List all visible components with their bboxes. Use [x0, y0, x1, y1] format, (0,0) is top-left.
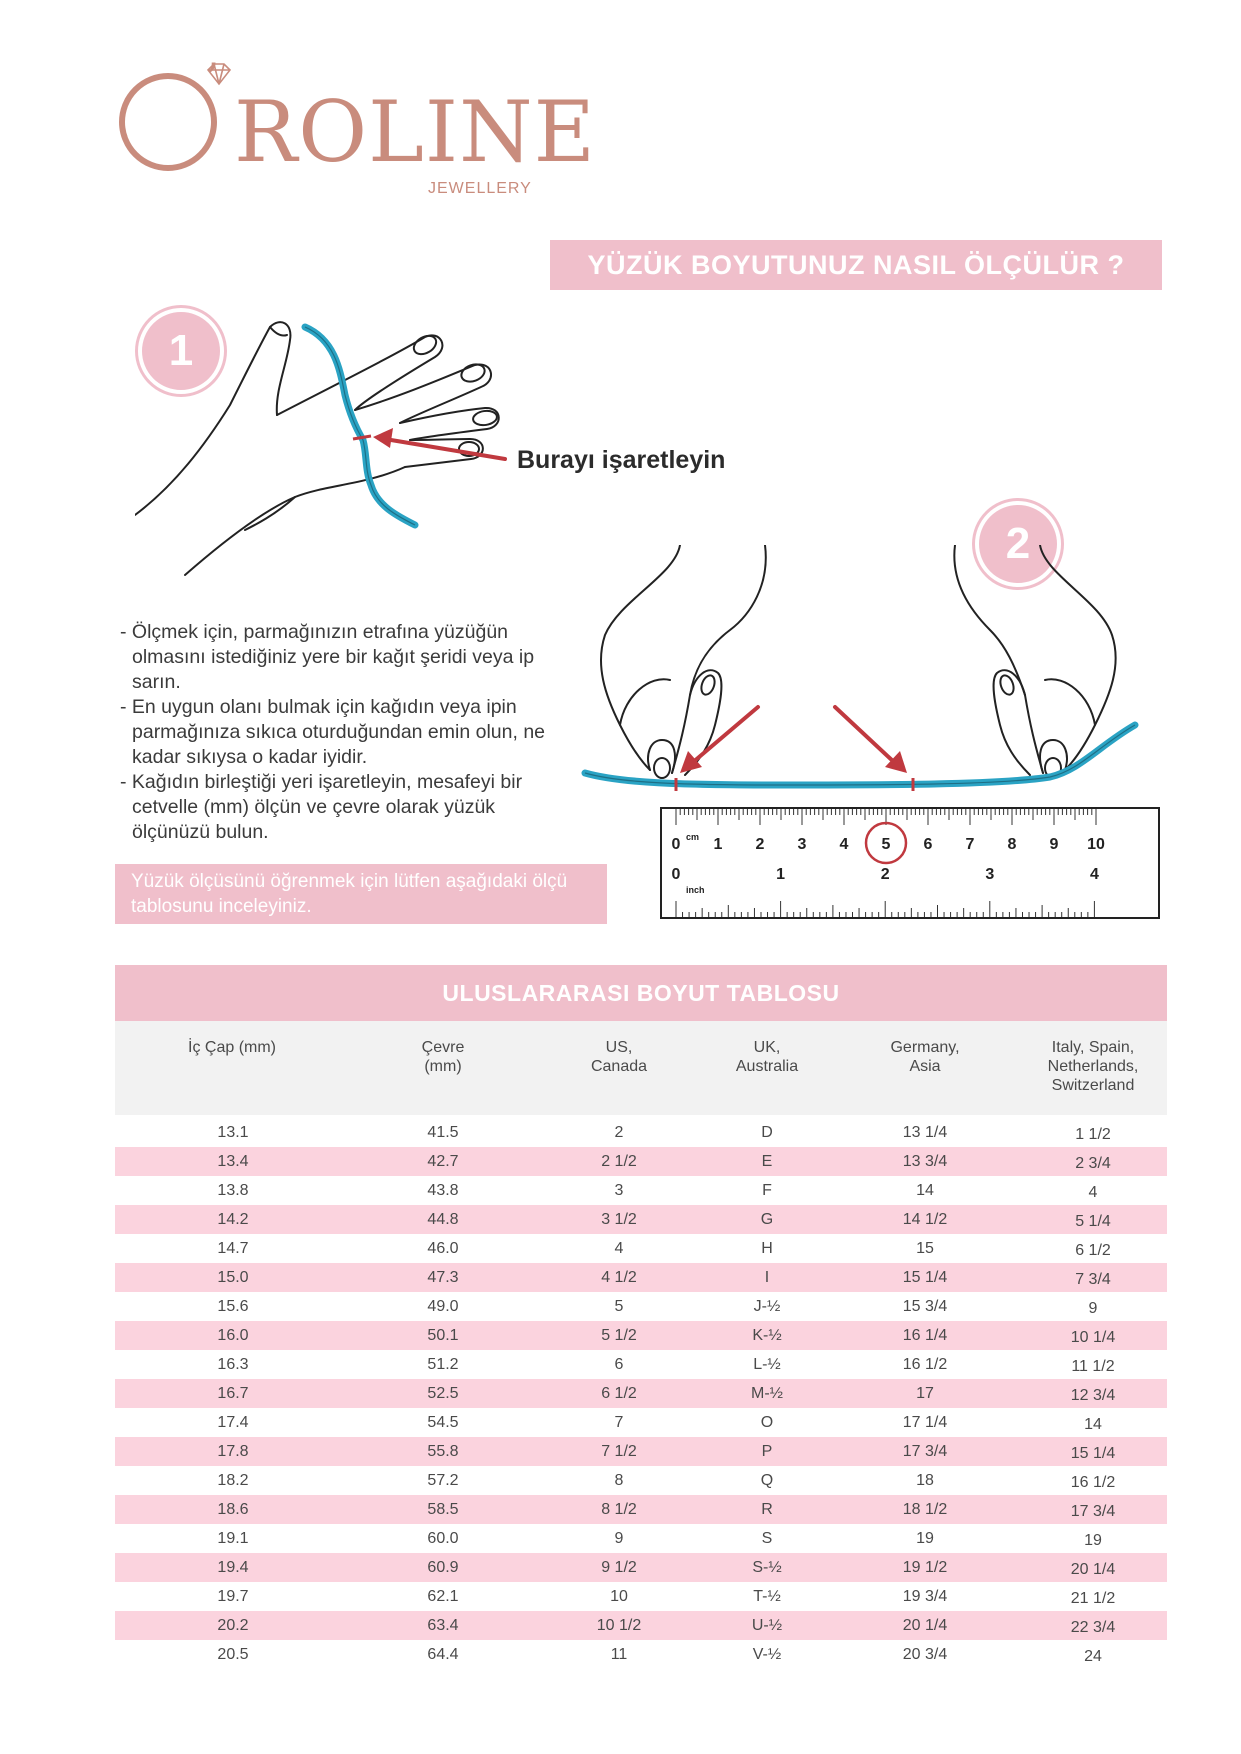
- table-row: [115, 1263, 1167, 1292]
- table-row: [115, 1147, 1167, 1176]
- hands-measure-illustration: [580, 545, 1140, 805]
- cell-circumference: 60.9: [427, 1558, 459, 1576]
- cell-uk-australia: K-½: [752, 1326, 782, 1344]
- cell-inner-diameter: 13.8: [217, 1181, 249, 1199]
- cell-circumference: 47.3: [427, 1268, 459, 1286]
- table-row: [115, 1176, 1167, 1205]
- cell-italy-spain: 10 1/4: [1070, 1328, 1116, 1346]
- cell-us-canada: 5: [614, 1297, 624, 1315]
- cell-uk-australia: O: [760, 1413, 774, 1431]
- table-row: [115, 1640, 1167, 1669]
- cell-inner-diameter: 20.2: [217, 1616, 249, 1634]
- cell-inner-diameter: 15.0: [217, 1268, 249, 1286]
- cell-germany-asia: 15 3/4: [902, 1297, 948, 1315]
- ruler-cm-label: 5: [881, 836, 891, 853]
- cell-uk-australia: M-½: [751, 1384, 783, 1402]
- cell-inner-diameter: 19.1: [217, 1529, 249, 1547]
- instructions: [120, 620, 570, 845]
- table-row: [115, 1205, 1167, 1234]
- cell-us-canada: 4 1/2: [601, 1268, 637, 1286]
- cell-germany-asia: 14 1/2: [902, 1210, 948, 1228]
- cell-us-canada: 3: [614, 1181, 624, 1199]
- cell-germany-asia: 17: [916, 1384, 934, 1402]
- cell-inner-diameter: 18.6: [217, 1500, 249, 1518]
- cell-germany-asia: 19: [916, 1529, 934, 1547]
- cell-inner-diameter: 16.0: [217, 1326, 249, 1344]
- cell-circumference: 63.4: [427, 1616, 459, 1634]
- ruler-inch-label: 3: [985, 866, 995, 883]
- header-circumference: Çevre (mm): [421, 1039, 465, 1075]
- cell-circumference: 54.5: [427, 1413, 459, 1431]
- cell-us-canada: 9: [614, 1529, 624, 1547]
- brand-logo: [118, 52, 596, 212]
- ruler-cm-label: 3: [797, 836, 807, 853]
- cell-us-canada: 6 1/2: [601, 1384, 637, 1402]
- cell-uk-australia: G: [760, 1210, 774, 1228]
- cell-uk-australia: V-½: [752, 1645, 782, 1663]
- cell-us-canada: 2: [614, 1123, 624, 1141]
- size-table: [115, 965, 1167, 1669]
- cell-circumference: 51.2: [427, 1355, 459, 1373]
- cell-inner-diameter: 19.7: [217, 1587, 249, 1605]
- table-row: [115, 1495, 1167, 1524]
- table-row: [115, 1321, 1167, 1350]
- cell-uk-australia: S-½: [752, 1558, 782, 1576]
- cell-italy-spain: 9: [1088, 1299, 1098, 1317]
- cell-uk-australia: J-½: [753, 1297, 781, 1315]
- cell-germany-asia: 14: [916, 1181, 934, 1199]
- cell-germany-asia: 19 1/2: [902, 1558, 948, 1576]
- cell-circumference: 57.2: [427, 1471, 459, 1489]
- table-header: [115, 1021, 1167, 1115]
- instruction-3: - Kağıdın birleştiği yeri işaretleyin, mesafeyi bir cetvelle (mm) ölçün ve çevre olarak yüzük ölçünüzü bulun.: [120, 771, 523, 843]
- ruler: [660, 807, 1160, 919]
- cell-circumference: 58.5: [427, 1500, 459, 1518]
- hand-wrap-illustration: [135, 315, 530, 590]
- cell-circumference: 60.0: [427, 1529, 459, 1547]
- table-row: [115, 1466, 1167, 1495]
- cell-us-canada: 7: [614, 1413, 624, 1431]
- ruler-cm-label: 2: [755, 836, 765, 853]
- cell-uk-australia: S: [761, 1529, 773, 1547]
- ruler-cm-label: 1: [713, 836, 723, 853]
- cell-inner-diameter: 17.8: [217, 1442, 249, 1460]
- cell-inner-diameter: 14.2: [217, 1210, 249, 1228]
- logo-apostrophe: ’: [206, 56, 219, 102]
- cell-uk-australia: R: [761, 1500, 773, 1518]
- instruction-2: - En uygun olanı bulmak için kağıdın veya ipin parmağınıza sıkıca oturduğundan emin olun, ne kadar sıkıysa o kadar iyidir.: [120, 696, 546, 768]
- cell-circumference: 55.8: [427, 1442, 459, 1460]
- cell-germany-asia: 18: [916, 1471, 934, 1489]
- header-us-canada: US, Canada: [590, 1039, 648, 1075]
- table-row: [115, 1350, 1167, 1379]
- cell-italy-spain: 15 1/4: [1070, 1444, 1116, 1462]
- cell-circumference: 50.1: [427, 1326, 459, 1344]
- cell-germany-asia: 15: [916, 1239, 934, 1257]
- table-row: [115, 1379, 1167, 1408]
- cell-us-canada: 10 1/2: [596, 1616, 642, 1634]
- cell-italy-spain: 19: [1084, 1531, 1102, 1549]
- step-1-number: 1: [168, 326, 194, 375]
- header-inner-diameter: İç Çap (mm): [188, 1039, 276, 1056]
- cell-inner-diameter: 18.2: [217, 1471, 249, 1489]
- cell-us-canada: 9 1/2: [601, 1558, 637, 1576]
- instruction-1: - Ölçmek için, parmağınızın etrafına yüzüğün olmasını istediğiniz yere bir kağıt şeridi veya ip sarın.: [120, 621, 535, 693]
- table-row: [115, 1292, 1167, 1321]
- table-title: ULUSLARARASI BOYUT TABLOSU: [115, 965, 1167, 1021]
- table-row: [115, 1582, 1167, 1611]
- cell-circumference: 42.7: [427, 1152, 459, 1170]
- cell-germany-asia: 16 1/4: [902, 1326, 948, 1344]
- cell-italy-spain: 22 3/4: [1070, 1618, 1116, 1636]
- cell-italy-spain: 20 1/4: [1070, 1560, 1116, 1578]
- cell-italy-spain: 24: [1084, 1647, 1102, 1665]
- title-banner: [550, 240, 1162, 290]
- cell-circumference: 64.4: [427, 1645, 459, 1663]
- cell-germany-asia: 17 1/4: [902, 1413, 948, 1431]
- cell-germany-asia: 20 3/4: [902, 1645, 948, 1663]
- mark-here-label: Burayı işaretleyin: [517, 446, 726, 474]
- cell-us-canada: 3 1/2: [601, 1210, 637, 1228]
- cell-italy-spain: 4: [1088, 1183, 1098, 1201]
- table-body: [115, 1115, 1167, 1669]
- cell-circumference: 41.5: [427, 1123, 459, 1141]
- cell-inner-diameter: 13.1: [217, 1123, 249, 1141]
- cell-germany-asia: 13 1/4: [902, 1123, 948, 1141]
- cell-uk-australia: H: [761, 1239, 773, 1257]
- cell-italy-spain: 12 3/4: [1070, 1386, 1116, 1404]
- cell-inner-diameter: 13.4: [217, 1152, 249, 1170]
- table-row: [115, 1611, 1167, 1640]
- ruler-cm-unit: cm: [686, 832, 700, 842]
- cell-uk-australia: I: [764, 1268, 770, 1286]
- cell-inner-diameter: 20.5: [217, 1645, 249, 1663]
- table-row: [115, 1118, 1167, 1147]
- cell-italy-spain: 2 3/4: [1075, 1154, 1111, 1172]
- cell-uk-australia: P: [761, 1442, 773, 1460]
- cell-italy-spain: 14: [1084, 1415, 1102, 1433]
- cell-germany-asia: 20 1/4: [902, 1616, 948, 1634]
- cell-germany-asia: 16 1/2: [902, 1355, 948, 1373]
- cell-germany-asia: 13 3/4: [902, 1152, 948, 1170]
- cell-uk-australia: E: [761, 1152, 773, 1170]
- cell-italy-spain: 16 1/2: [1070, 1473, 1116, 1491]
- cell-circumference: 46.0: [427, 1239, 459, 1257]
- ruler-cm-label: 0: [671, 836, 681, 853]
- cell-uk-australia: U-½: [751, 1616, 783, 1634]
- header-italy-spain: Italy, Spain, Netherlands, Switzerland: [1047, 1039, 1139, 1094]
- cell-circumference: 52.5: [427, 1384, 459, 1402]
- cell-germany-asia: 19 3/4: [902, 1587, 948, 1605]
- table-row: [115, 1408, 1167, 1437]
- ruler-cm-label: 9: [1049, 836, 1059, 853]
- cell-italy-spain: 1 1/2: [1075, 1125, 1111, 1143]
- cell-inner-diameter: 14.7: [217, 1239, 249, 1257]
- cell-us-canada: 6: [614, 1355, 624, 1373]
- cell-us-canada: 11: [610, 1645, 628, 1663]
- header-uk-australia: UK, Australia: [735, 1039, 799, 1075]
- logo-wordmark: ROLINE: [234, 83, 596, 181]
- cell-circumference: 44.8: [427, 1210, 459, 1228]
- cell-us-canada: 2 1/2: [601, 1152, 637, 1170]
- ruler-inch-unit: inch: [686, 885, 705, 895]
- ruler-cm-label: 8: [1007, 836, 1017, 853]
- ruler-cm-label: 4: [839, 836, 849, 853]
- cell-us-canada: 10: [610, 1587, 628, 1605]
- cell-uk-australia: D: [761, 1123, 773, 1141]
- ruler-inch-label: 0: [671, 866, 681, 883]
- table-row: [115, 1524, 1167, 1553]
- cell-circumference: 49.0: [427, 1297, 459, 1315]
- cell-italy-spain: 17 3/4: [1070, 1502, 1116, 1520]
- ruler-graphic: [660, 807, 1160, 919]
- ruler-inch-label: 4: [1089, 866, 1099, 883]
- table-row: [115, 1553, 1167, 1582]
- cell-germany-asia: 18 1/2: [902, 1500, 948, 1518]
- cell-inner-diameter: 16.7: [217, 1384, 249, 1402]
- cell-circumference: 43.8: [427, 1181, 459, 1199]
- ruler-cm-label: 7: [965, 836, 975, 853]
- cell-circumference: 62.1: [427, 1587, 459, 1605]
- cell-italy-spain: 5 1/4: [1075, 1212, 1111, 1230]
- cell-inner-diameter: 15.6: [217, 1297, 249, 1315]
- cell-italy-spain: 6 1/2: [1075, 1241, 1111, 1259]
- cell-us-canada: 5 1/2: [601, 1326, 637, 1344]
- cell-italy-spain: 21 1/2: [1070, 1589, 1116, 1607]
- page-title: YÜZÜK BOYUTUNUZ NASIL ÖLÇÜLÜR ?: [587, 249, 1125, 280]
- ruler-inch-label: 1: [776, 866, 786, 883]
- cell-inner-diameter: 17.4: [217, 1413, 249, 1431]
- header-germany-asia: Germany, Asia: [890, 1039, 960, 1075]
- cell-uk-australia: Q: [760, 1471, 774, 1489]
- step-2-number: 2: [1005, 519, 1031, 568]
- table-row: [115, 1437, 1167, 1466]
- ruler-cm-label: 10: [1087, 836, 1105, 853]
- cell-inner-diameter: 16.3: [217, 1355, 249, 1373]
- cell-inner-diameter: 19.4: [217, 1558, 249, 1576]
- cell-italy-spain: 7 3/4: [1075, 1270, 1111, 1288]
- cell-uk-australia: L-½: [753, 1355, 781, 1373]
- cell-us-canada: 8 1/2: [601, 1500, 637, 1518]
- cell-uk-australia: T-½: [753, 1587, 781, 1605]
- cell-germany-asia: 15 1/4: [902, 1268, 948, 1286]
- cell-uk-australia: F: [762, 1181, 772, 1199]
- logo-subtitle: JEWELLERY: [428, 180, 532, 197]
- cell-us-canada: 8: [614, 1471, 624, 1489]
- cell-us-canada: 7 1/2: [601, 1442, 637, 1460]
- note-box: Yüzük ölçüsünü öğrenmek için lütfen aşağıdaki ölçü tablosunu inceleyiniz.: [115, 864, 607, 924]
- cell-germany-asia: 17 3/4: [902, 1442, 948, 1460]
- ruler-cm-label: 6: [923, 836, 933, 853]
- ruler-inch-label: 2: [880, 866, 890, 883]
- cell-italy-spain: 11 1/2: [1071, 1357, 1115, 1375]
- cell-us-canada: 4: [614, 1239, 624, 1257]
- table-row: [115, 1234, 1167, 1263]
